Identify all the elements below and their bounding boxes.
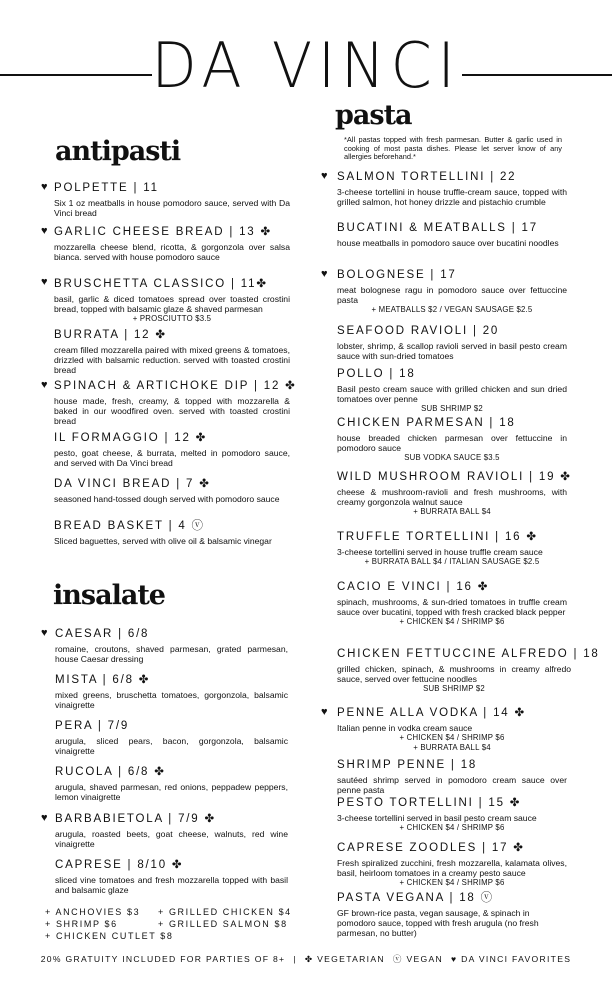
item-name: BUCATINI & MEATBALLS | 17: [337, 222, 538, 234]
item-description: grilled chicken, spinach, & mushrooms in creamy alfredo sauce, served over fettucine noodles: [337, 664, 571, 684]
item-addon: + BURRATA BALL $4 / ITALIAN SAUSAGE $2.5: [364, 557, 540, 566]
item-name: PASTA VEGANA | 18 ⓥ: [337, 892, 494, 904]
item-name: POLLO | 18: [337, 368, 416, 380]
item-name: BARBABIETOLA | 7/9 ✤: [55, 813, 216, 825]
item-description: mixed greens, bruschetta tomatoes, gorgonzola, balsamic vinaigrette: [55, 690, 288, 710]
item-addon: + CHICKEN $4 / SHRIMP $6: [399, 617, 505, 626]
favorite-heart-icon: ♥: [321, 706, 328, 718]
item-name: POLPETTE | 11: [54, 182, 159, 194]
item-name: SPINACH & ARTICHOKE DIP | 12 ✤: [54, 380, 297, 392]
item-description: Sliced baguettes, served with olive oil & balsamic vinegar: [54, 536, 272, 546]
pasta-heading: pasta: [335, 100, 412, 131]
restaurant-title: DA VINCI: [151, 29, 461, 102]
item-description: arugula, shaved parmesan, red onions, peppadew peppers, lemon vinaigrette: [55, 782, 288, 802]
salad-addon-chicken-cutlet: + CHICKEN CUTLET $8: [45, 931, 174, 941]
menu-item-mista: [55, 673, 288, 710]
item-name: PESTO TORTELLINI | 15 ✤: [337, 797, 522, 809]
menu-item-bolognese: [337, 268, 567, 315]
item-description: house made, fresh, creamy, & topped with mozzarella & baked in our woodfired oven. served with toasted crostini bread: [54, 396, 290, 426]
salad-addon-anchovies: + ANCHOVIES $3: [45, 907, 141, 917]
item-name: CAPRESE ZOODLES | 17 ✤: [337, 842, 525, 854]
item-addon: + MEATBALLS $2 / VEGAN SAUSAGE $2.5: [371, 305, 533, 314]
menu-item-chicken-parmesan: [337, 416, 567, 463]
menu-item-chicken-fettuccine-alfredo: [337, 647, 600, 694]
item-description: Italian penne in vodka cream sauce: [337, 723, 473, 733]
item-addon-extra: + BURRATA BALL $4: [413, 742, 491, 752]
favorite-heart-icon: ♥: [41, 225, 48, 237]
menu-item-garlic-cheese-bread: [54, 225, 290, 262]
menu-item-barbabietola: [55, 812, 288, 849]
gratuity-note: 20% GRATUITY INCLUDED FOR PARTIES OF 8+: [40, 954, 286, 964]
item-addon: + PROSCIUTTO $3.5: [132, 314, 212, 323]
menu-item-penne-alla-vodka: [337, 706, 567, 752]
item-name: RUCOLA | 6/8 ✤: [55, 766, 166, 778]
item-description: meat bolognese ragu in pomodoro sauce over fettuccine pasta: [337, 285, 567, 305]
pasta-allergy-note: *All pastas topped with fresh parmesan. Butter & garlic used in cooking of most pasta dishes. Please let server know of any allergies beforehand.*: [344, 135, 562, 162]
item-description: pesto, goat cheese, & burrata, melted in pomodoro sauce, and served with Da Vinci bread: [54, 448, 290, 468]
menu-item-caprese-zoodles: [337, 841, 567, 888]
item-description: Basil pesto cream sauce with grilled chicken and sun dried tomatoes over penne: [337, 384, 567, 404]
menu-item-shrimp-penne: [337, 758, 567, 795]
item-description: cheese & mushroom-ravioli and fresh mushrooms, with creamy gorgonzola walnut sauce: [337, 487, 567, 507]
menu-item-cacio-e-vinci: [337, 580, 567, 627]
antipasti-heading: antipasti: [55, 136, 181, 167]
item-description: sliced vine tomatoes and fresh mozzarella topped with basil and balsamic glaze: [55, 875, 288, 895]
item-name: CHICKEN FETTUCCINE ALFREDO | 18: [337, 648, 600, 660]
salad-addon-shrimp: + SHRIMP $6: [45, 919, 118, 929]
menu-item-truffle-tortellini: [337, 530, 567, 567]
item-description: spinach, mushrooms, & sun-dried tomatoes in truffle cream sauce over bucatini, topped with fresh cracked black pepper: [337, 597, 567, 617]
menu-item-burrata: [54, 328, 290, 375]
menu-item-spinach-artichoke-dip: [54, 379, 297, 426]
menu-item-caprese: [55, 858, 288, 895]
item-name: CHICKEN PARMESAN | 18: [337, 417, 516, 429]
menu-item-pesto-tortellini: [337, 796, 567, 833]
item-addon: + CHICKEN $4 / SHRIMP $6: [399, 878, 505, 887]
item-description: romaine, croutons, shaved parmesan, grated parmesan, house Caesar dressing: [55, 644, 288, 664]
favorites-legend: ♥ DA VINCI FAVORITES: [451, 954, 572, 964]
insalate-heading: insalate: [53, 580, 165, 611]
menu-item-il-formaggio: [54, 431, 290, 468]
item-name: SHRIMP PENNE | 18: [337, 759, 478, 771]
item-name: BURRATA | 12 ✤: [54, 329, 167, 341]
item-addon: SUB SHRIMP $2: [421, 404, 483, 413]
menu-item-wild-mushroom-ravioli: [337, 470, 572, 517]
item-name: MISTA | 6/8 ✤: [55, 674, 151, 686]
item-name: SALMON TORTELLINI | 22: [337, 171, 517, 183]
item-name: WILD MUSHROOM RAVIOLI | 19 ✤: [337, 471, 572, 483]
menu-item-pasta-vegana: [337, 891, 567, 938]
menu-legend: [0, 953, 612, 965]
menu-item-pollo: [337, 367, 567, 414]
item-description: house meatballs in pomodoro sauce over bucatini noodles: [337, 238, 559, 248]
item-description: sautéed shrimp served in pomodoro cream sauce over penne pasta: [337, 775, 567, 795]
item-addon: + BURRATA BALL $4: [413, 507, 491, 516]
item-description: GF brown-rice pasta, vegan sausage, & spinach in pomodoro sauce, topped with fresh arugula (no fresh parmesan, no butter): [337, 908, 539, 938]
item-addon: SUB SHRIMP $2: [423, 684, 485, 693]
item-description: 3-cheese tortellini served in house truffle cream sauce: [337, 547, 543, 557]
menu-item-bruschetta-classico: [54, 277, 290, 324]
menu-item-da-vinci-bread: [54, 477, 290, 504]
item-description: basil, garlic & diced tomatoes spread over toasted crostini bread, topped with balsamic glaze & shaved parmesan: [54, 294, 290, 314]
favorite-heart-icon: ♥: [41, 379, 48, 391]
item-name: SEAFOOD RAVIOLI | 20: [337, 325, 500, 337]
item-description: lobster, shrimp, & scallop ravioli served in basil pesto cream sauce with sun-dried tomatoes: [337, 341, 567, 361]
menu-item-pera: [55, 719, 288, 756]
item-name: TRUFFLE TORTELLINI | 16 ✤: [337, 531, 538, 543]
item-name: CAESAR | 6/8: [55, 628, 150, 640]
item-name: BREAD BASKET | 4 ⓥ: [54, 520, 205, 532]
item-name: IL FORMAGGIO | 12 ✤: [54, 432, 208, 444]
item-name: BRUSCHETTA CLASSICO | 11✤: [54, 278, 268, 290]
menu-item-polpette: [54, 181, 290, 218]
item-description: 3-cheese tortellini served in basil pesto cream sauce: [337, 813, 537, 823]
favorite-heart-icon: ♥: [41, 812, 48, 824]
item-description: arugula, sliced pears, bacon, gorgonzola, balsamic vinaigrette: [55, 736, 288, 756]
menu-item-seafood-ravioli: [337, 324, 567, 361]
salad-addon-grilled-salmon: + GRILLED SALMON $8: [158, 919, 288, 929]
item-name: DA VINCI BREAD | 7 ✤: [54, 478, 211, 490]
item-description: cream filled mozzarella paired with mixed greens & tomatoes, drizzled with balsamic reduction. served with toasted crostini bread: [54, 345, 290, 375]
item-name: BOLOGNESE | 17: [337, 269, 457, 281]
favorite-heart-icon: ♥: [41, 627, 48, 639]
salad-addon-grilled-chicken: + GRILLED CHICKEN $4: [158, 907, 292, 917]
vegan-legend: ⓥ VEGAN: [392, 954, 444, 964]
menu-item-bread-basket: [54, 519, 300, 546]
favorite-heart-icon: ♥: [41, 276, 48, 288]
item-description: mozzarella cheese blend, ricotta, & gorgonzola over salsa bianca. served with house pomodoro sauce: [54, 242, 290, 262]
item-name: PENNE ALLA VODKA | 14 ✤: [337, 707, 526, 719]
item-name: CACIO E VINCI | 16 ✤: [337, 581, 490, 593]
vegetarian-legend: ✤ VEGETARIAN: [304, 954, 385, 964]
menu-item-caesar: [55, 627, 288, 664]
legend-separator: |: [293, 954, 297, 964]
menu-item-salmon-tortellini: [337, 170, 567, 207]
item-description: house breaded chicken parmesan over fettuccine in pomodoro sauce: [337, 433, 567, 453]
item-description: seasoned hand-tossed dough served with pomodoro sauce: [54, 494, 280, 504]
item-name: CAPRESE | 8/10 ✤: [55, 859, 184, 871]
favorite-heart-icon: ♥: [41, 181, 48, 193]
item-name: PERA | 7/9: [55, 720, 130, 732]
item-description: Fresh spiralized zucchini, fresh mozzarella, kalamata olives, basil, heirloom tomatoes in a creamy pesto sauce: [337, 858, 567, 878]
item-description: 3-cheese tortellini in house truffle-cream sauce, topped with grilled salmon, hot honey drizzle and pistachio crumble: [337, 187, 567, 207]
favorite-heart-icon: ♥: [321, 170, 328, 182]
item-addon: + CHICKEN $4 / SHRIMP $6: [399, 733, 505, 742]
item-description: arugula, roasted beets, goat cheese, walnuts, red wine vinaigrette: [55, 829, 288, 849]
item-description: Six 1 oz meatballs in house pomodoro sauce, served with Da Vinci bread: [54, 198, 290, 218]
menu-item-rucola: [55, 765, 288, 802]
item-addon: + CHICKEN $4 / SHRIMP $6: [399, 823, 505, 832]
menu-item-bucatini-meatballs: [337, 221, 567, 248]
item-name: GARLIC CHEESE BREAD | 13 ✤: [54, 226, 272, 238]
item-addon: SUB VODKA SAUCE $3.5: [404, 453, 500, 462]
favorite-heart-icon: ♥: [321, 268, 328, 280]
